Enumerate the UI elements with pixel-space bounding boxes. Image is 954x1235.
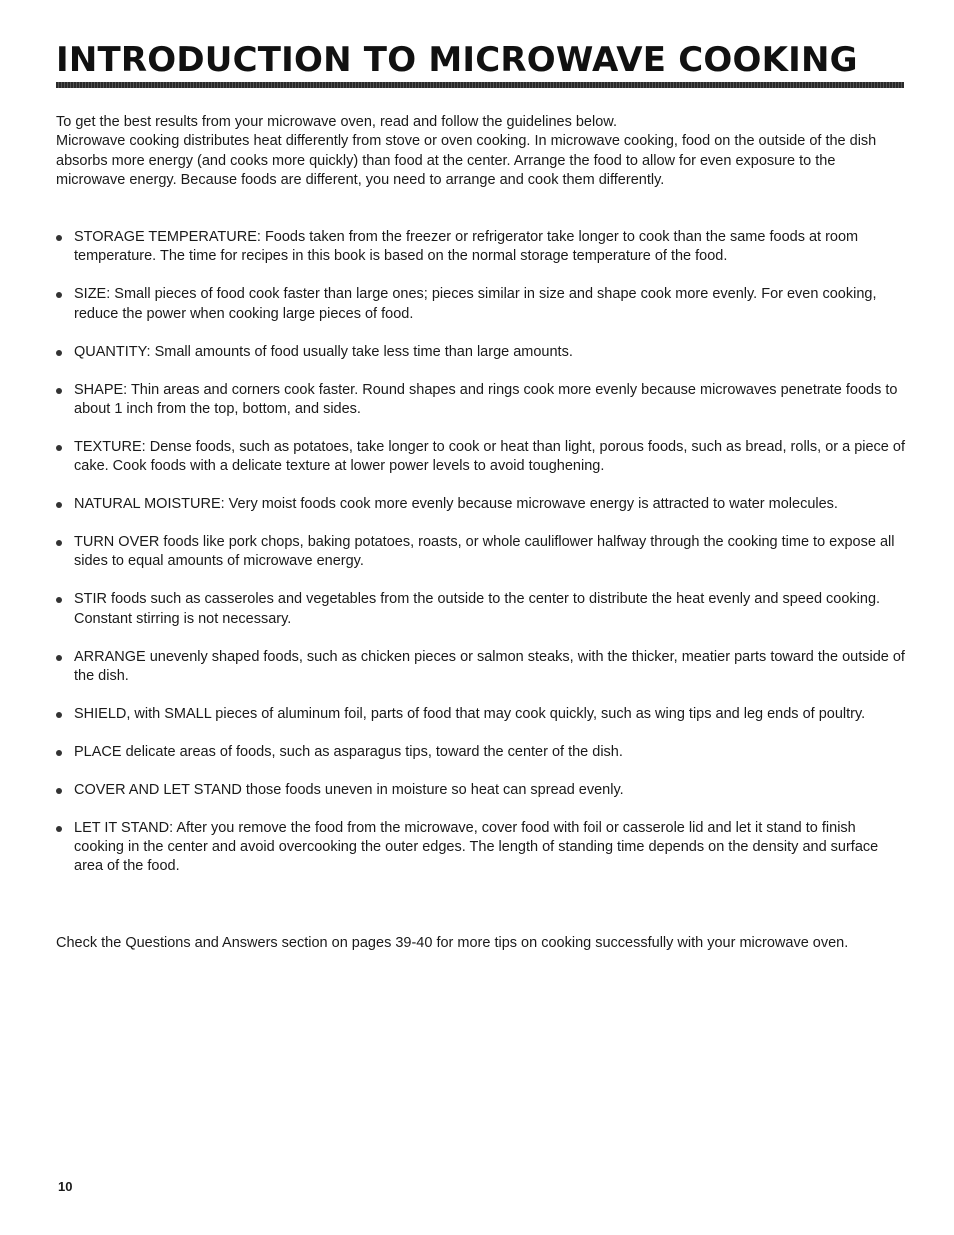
intro-paragraph-2: Microwave cooking distributes heat differently from stove or oven cooking. In microwave cooking, food on the outside of the dish absorbs more energy (and cooks more quickly) than food at the center. Arrange the food to allow for even exposure to the microwave energy. Because foods are different, you need to arrange and cook them differently.: [56, 133, 877, 188]
list-item-text: TURN OVER foods like pork chops, baking potatoes, roasts, or whole cauliflower halfway through the cooking time to expose all sides to equal amounts of microwave energy.: [74, 534, 895, 570]
list-item-quantity: [56, 343, 906, 362]
list-item-let-it-stand: [56, 819, 906, 877]
bullet-icon: [56, 540, 62, 546]
list-item-shield: [56, 705, 906, 724]
list-item-text: PLACE delicate areas of foods, such as asparagus tips, toward the center of the dish.: [74, 743, 623, 760]
guidelines-list: [56, 228, 906, 895]
bullet-icon: [56, 350, 62, 356]
list-item-texture: [56, 438, 906, 477]
bullet-icon: [56, 712, 62, 718]
list-item-cover-and-let-stand: [56, 781, 906, 800]
list-item-stir: [56, 590, 906, 629]
bullet-icon: [56, 388, 62, 394]
list-item-storage-temperature: [56, 228, 906, 267]
bullet-icon: [56, 235, 62, 241]
bullet-icon: [56, 655, 62, 661]
intro-section: [56, 113, 906, 190]
bullet-icon: [56, 750, 62, 756]
list-item-turn-over: [56, 533, 906, 572]
bullet-icon: [56, 597, 62, 603]
intro-paragraph-1: To get the best results from your microwave oven, read and follow the guidelines below.: [56, 114, 617, 130]
list-item-text: SHAPE: Thin areas and corners cook faster. Round shapes and rings cook more evenly because microwaves penetrate foods to about 1 inch from the top, bottom, and sides.: [74, 381, 898, 417]
page-title: INTRODUCTION TO MICROWAVE COOKING: [56, 40, 858, 80]
bullet-icon: [56, 788, 62, 794]
list-item-shape: [56, 381, 906, 420]
bullet-icon: [56, 502, 62, 508]
page-number: 10: [58, 1179, 73, 1194]
list-item-size: [56, 285, 906, 324]
list-item-text: TEXTURE: Dense foods, such as potatoes, take longer to cook or heat than light, porous foods, such as bread, rolls, or a piece of cake. Cook foods with a delicate texture at lower power levels to avoid toughening.: [74, 438, 905, 475]
list-item-text: STIR foods such as casseroles and vegetables from the outside to the center to distribute the heat evenly and speed cooking. Constant stirring is not necessary.: [74, 591, 881, 627]
list-item-place: [56, 743, 906, 762]
list-item-text: NATURAL MOISTURE: Very moist foods cook more evenly because microwave energy is attracted to water molecules.: [74, 496, 838, 513]
bullet-icon: [56, 826, 62, 832]
list-item-arrange: [56, 648, 906, 687]
list-item-text: SHIELD, with SMALL pieces of aluminum foil, parts of food that may cook quickly, such as wing tips and leg ends of poultry.: [74, 705, 866, 722]
closing-paragraph: Check the Questions and Answers section on pages 39-40 for more tips on cooking successfully with your microwave oven.: [56, 935, 849, 951]
bullet-icon: [56, 445, 62, 451]
list-item-text: ARRANGE unevenly shaped foods, such as chicken pieces or salmon steaks, with the thicker, meatier parts toward the outside of the dish.: [74, 648, 905, 684]
title-underline: [56, 82, 904, 88]
list-item-text: LET IT STAND: After you remove the food from the microwave, cover food with foil or casserole lid and let it stand to finish cooking in the center and avoid overcooking the outer edges. The length of standing time depends on the density and surface area of the food.: [74, 819, 879, 875]
bullet-icon: [56, 292, 62, 298]
list-item-text: SIZE: Small pieces of food cook faster than large ones; pieces similar in size and shape cook more evenly. For even cooking, reduce the power when cooking large pieces of food.: [74, 286, 877, 322]
list-item-text: COVER AND LET STAND those foods uneven in moisture so heat can spread evenly.: [74, 781, 624, 798]
list-item-text: QUANTITY: Small amounts of food usually take less time than large amounts.: [74, 343, 573, 360]
list-item-natural-moisture: [56, 495, 906, 514]
list-item-text: STORAGE TEMPERATURE: Foods taken from the freezer or refrigerator take longer to cook than the same foods at room temperature. The time for recipes in this book is based on the normal storage temperature of the food.: [74, 229, 859, 265]
